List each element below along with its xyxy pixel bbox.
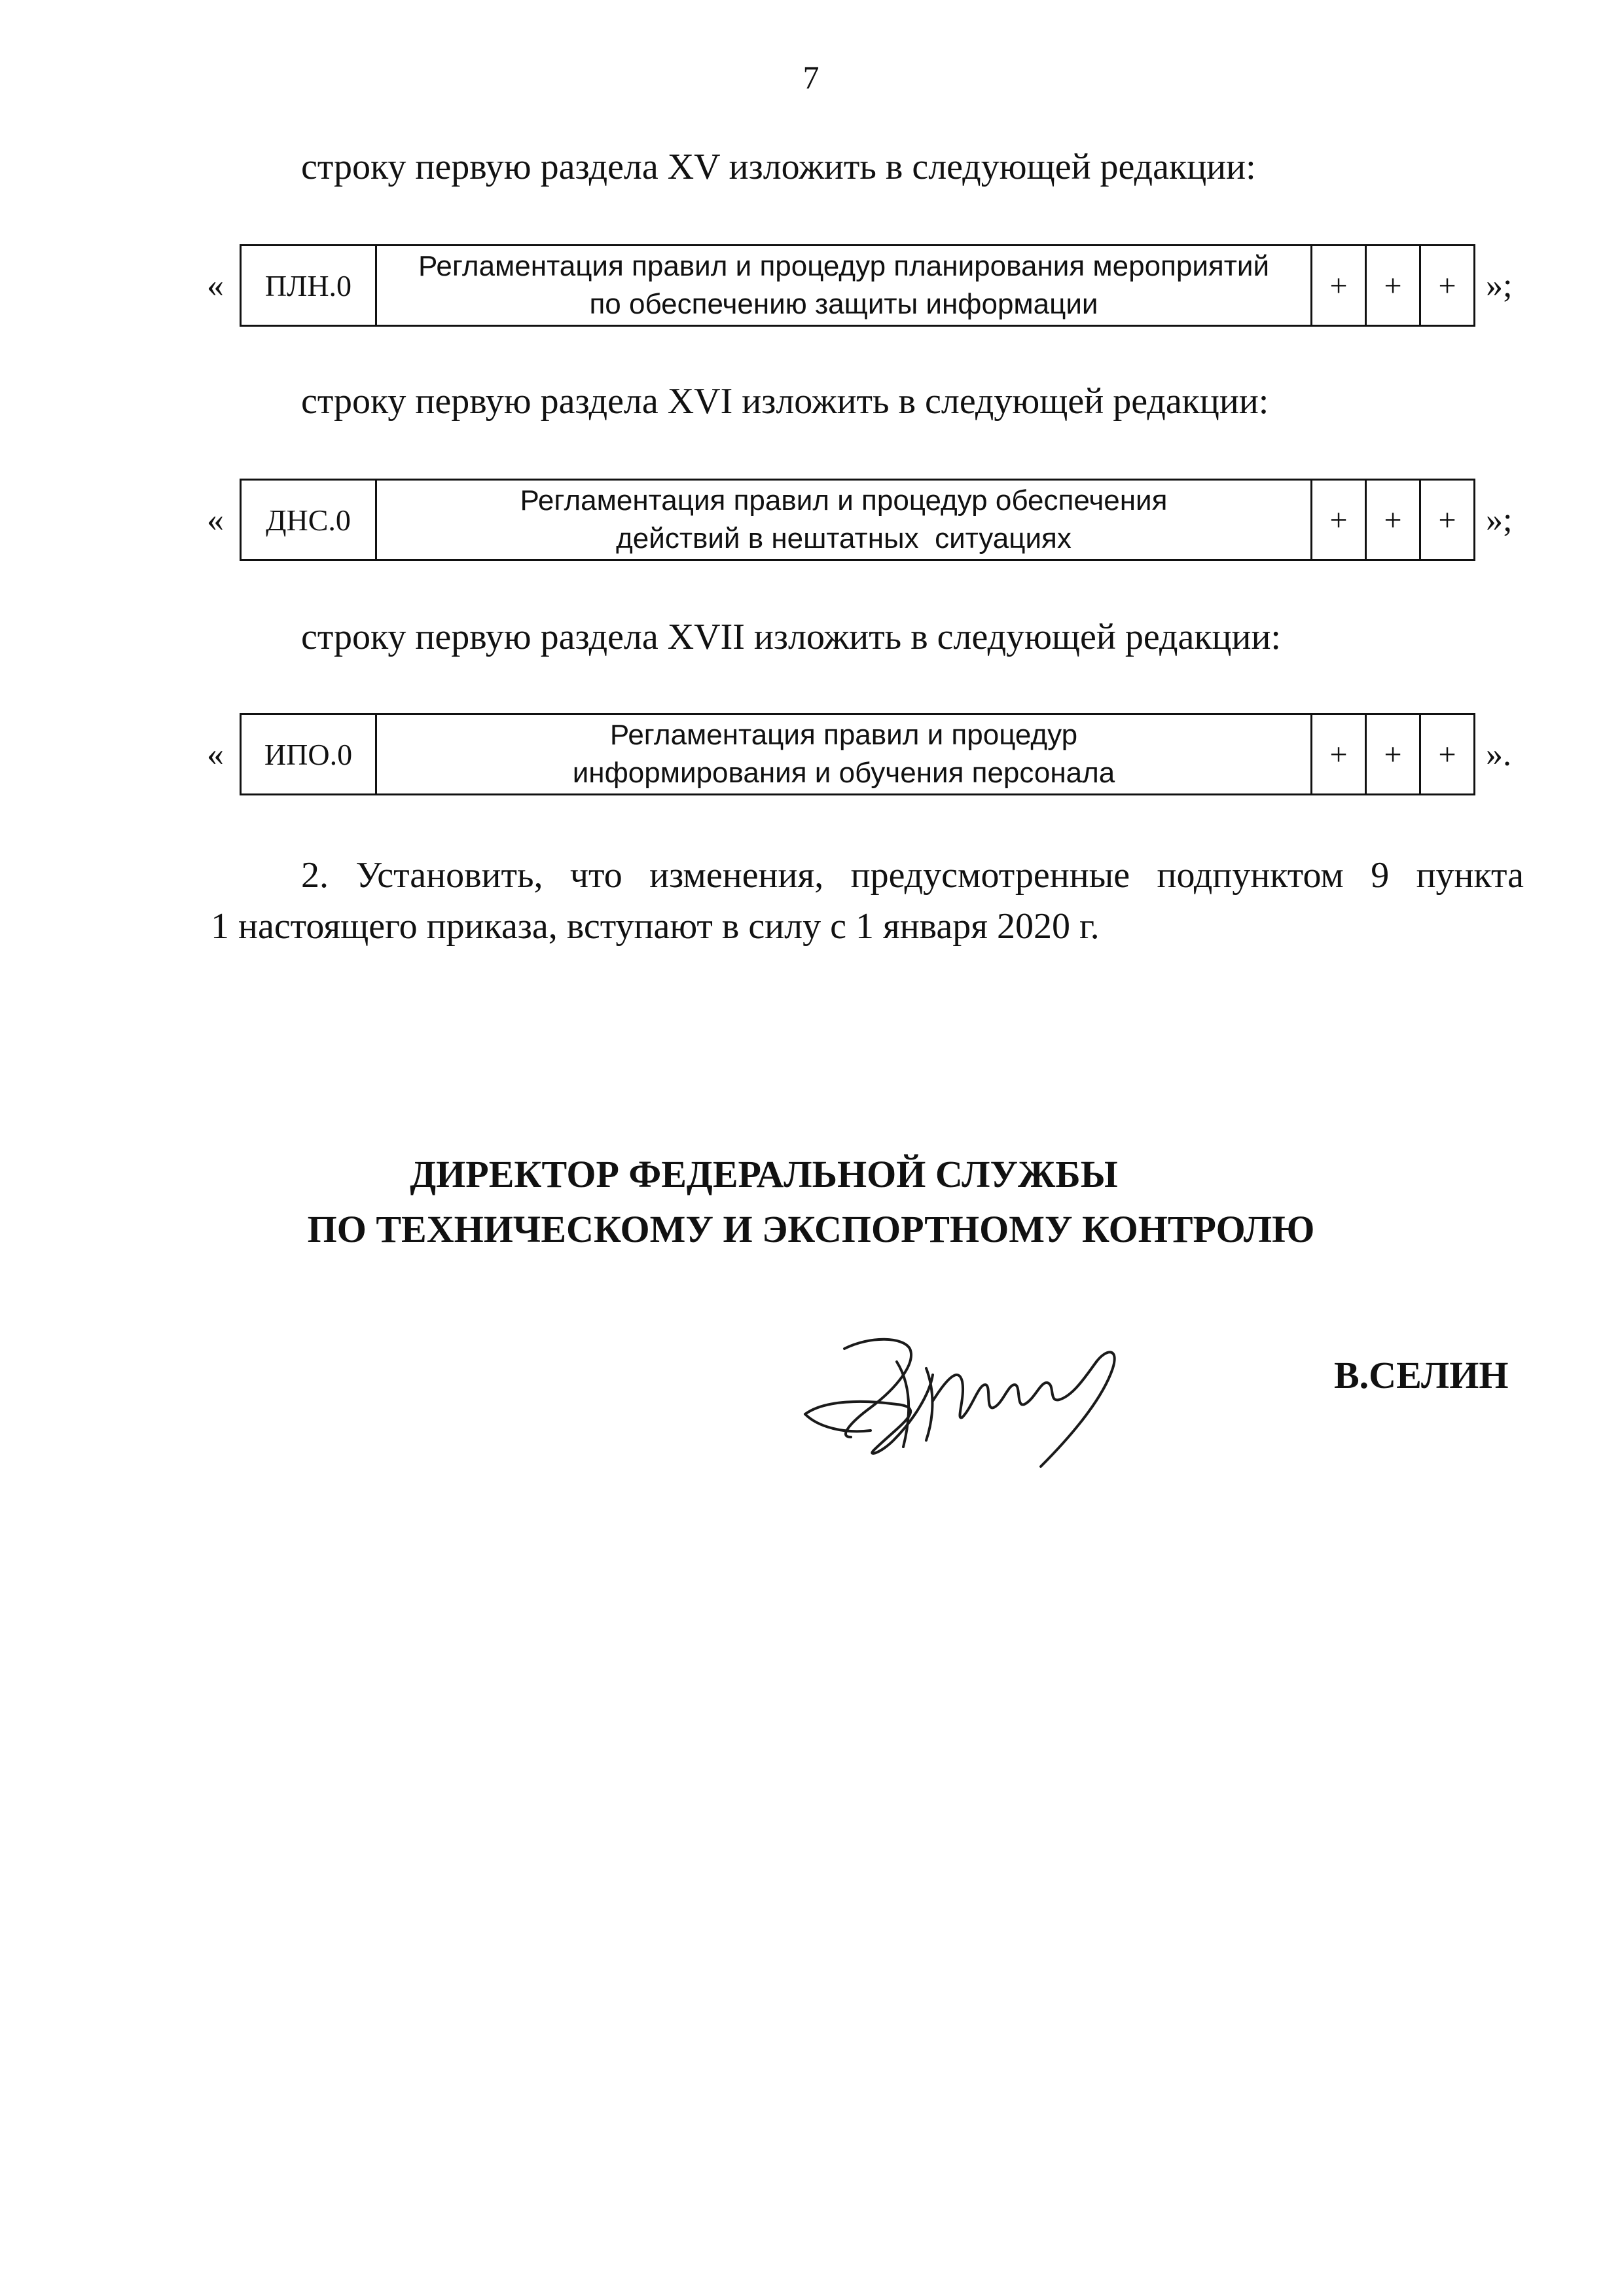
row-mark: + [1312,714,1366,795]
row-mark: + [1366,246,1420,326]
section-intro-xv: строку первую раздела XV изложить в следующей редакции: [301,147,1256,187]
row-mark: + [1420,246,1475,326]
description-line: действий в нештатных ситуациях [616,522,1072,555]
close-quote: »; [1486,267,1513,304]
description-line: информирования и обучения персонала [572,757,1115,789]
director-title-line: ДИРЕКТОР ФЕДЕРАЛЬНОЙ СЛУЖБЫ [410,1153,1118,1195]
row-code: ДНС.0 [241,480,376,560]
row-description [376,246,1312,326]
close-quote: ». [1486,736,1511,773]
section-intro-xvi: строку первую раздела XVI изложить в следующей редакции: [301,381,1269,422]
handwritten-signature [799,1322,1165,1473]
row-code: ПЛН.0 [241,246,376,326]
description-line: по обеспечению защиты информации [589,288,1098,320]
open-quote: « [207,501,224,539]
row-mark: + [1420,480,1475,560]
paragraph-2 [211,850,1524,952]
row-code: ИПО.0 [241,714,376,795]
table-row-dns [240,479,1475,561]
page-number: 7 [802,59,820,96]
row-mark: + [1366,714,1420,795]
table-row-pln [240,244,1475,327]
director-title-line: ПО ТЕХНИЧЕСКОМУ И ЭКСПОРТНОМУ КОНТРОЛЮ [307,1208,1315,1250]
row-description [376,480,1312,560]
signer-name: В.СЕЛИН [1334,1354,1509,1396]
paragraph-line: 1 настоящего приказа, вступают в силу с 1 января 2020 г. [211,906,1100,947]
paragraph-line: 2. Установить, что изменения, предусмотренные подпунктом 9 пункта [301,855,1524,896]
description-line: Регламентация правил и процедур обеспечения [520,484,1168,517]
director-title [0,1147,1622,1257]
table-row-ipo [240,713,1475,795]
section-intro-xvii: строку первую раздела XVII изложить в следующей редакции: [301,617,1281,657]
close-quote: »; [1486,501,1513,539]
row-mark: + [1420,714,1475,795]
row-mark: + [1366,480,1420,560]
description-line: Регламентация правил и процедур [609,719,1078,751]
row-mark: + [1312,480,1366,560]
open-quote: « [207,267,224,304]
open-quote: « [207,736,224,773]
row-mark: + [1312,246,1366,326]
row-description [376,714,1312,795]
description-line: Регламентация правил и процедур планирования мероприятий [418,250,1270,282]
